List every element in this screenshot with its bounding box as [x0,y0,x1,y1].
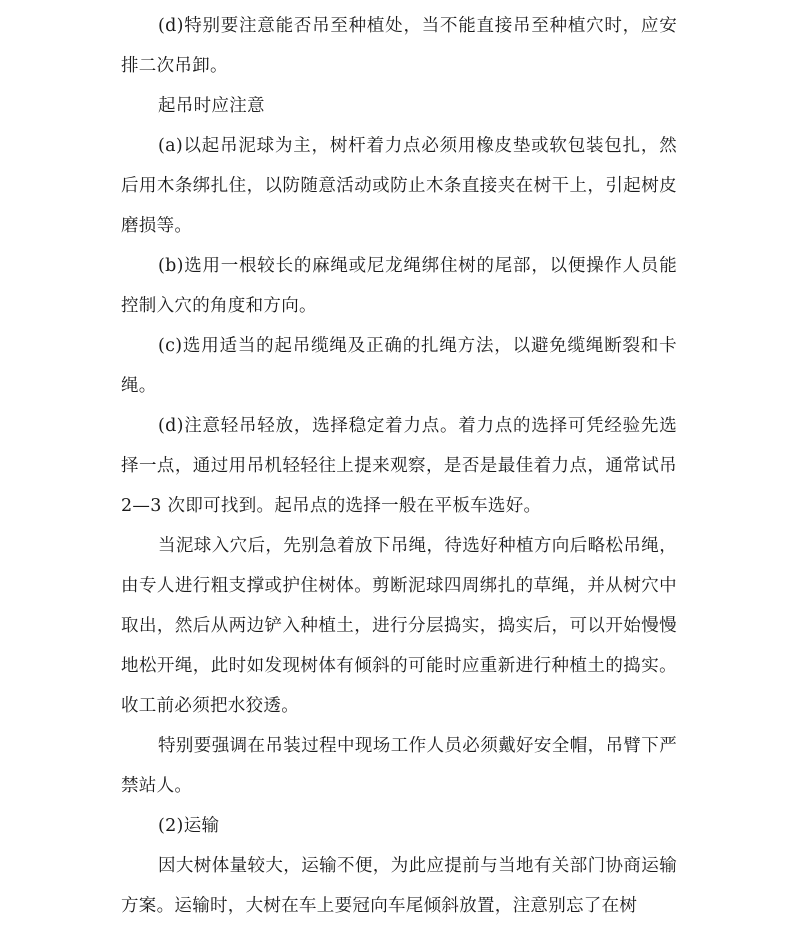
paragraph-item-a: (a)以起吊泥球为主，树杆着力点必须用橡皮垫或软包装包扎，然后用木条绑扎住，以防随意活动或防止木条直接夹在树干上，引起树皮磨损等。 [121,136,677,236]
paragraph-planting-procedure: 当泥球入穴后，先别急着放下吊绳，待选好种植方向后略松吊绳，由专人进行粗支撑或护住树体。剪断泥球四周绑扎的草绳，并从树穴中取出，然后从两边铲入种植土，进行分层捣实，捣实后，可以开始慢慢地松开绳，此时如发现树体有倾斜的可能时应重新进行种植土的捣实。收工前必须把水狡透。 [121,536,677,716]
paragraph-hoist-location: (d)特别要注意能否吊至种植处，当不能直接吊至种植穴时，应安排二次吊卸。 [121,16,677,76]
paragraph-item-d: (d)注意轻吊轻放，选择稳定着力点。着力点的选择可凭经验先选择一点，通过用吊机轻轻往上提来观察，是否是最佳着力点，通常试吊 2—3 次即可找到。起吊点的选择一般在平板车选好。 [121,416,677,516]
section-heading-hoisting-notes: 起吊时应注意 [158,96,265,116]
paragraph-item-c: (c)选用适当的起吊缆绳及正确的扎绳方法，以避免缆绳断裂和卡绳。 [121,336,677,396]
paragraph-item-b: (b)选用一根较长的麻绳或尼龙绳绑住树的尾部，以便操作人员能控制入穴的角度和方向。 [121,256,677,316]
paragraph-safety-note: 特别要强调在吊装过程中现场工作人员必须戴好安全帽，吊臂下严禁站人。 [121,736,677,796]
section-heading-transport: (2)运输 [158,816,220,836]
paragraph-transport-plan: 因大树体量较大，运输不便，为此应提前与当地有关部门协商运输方案。运输时，大树在车上要冠向车尾倾斜放置，注意别忘了在树 [121,856,677,916]
